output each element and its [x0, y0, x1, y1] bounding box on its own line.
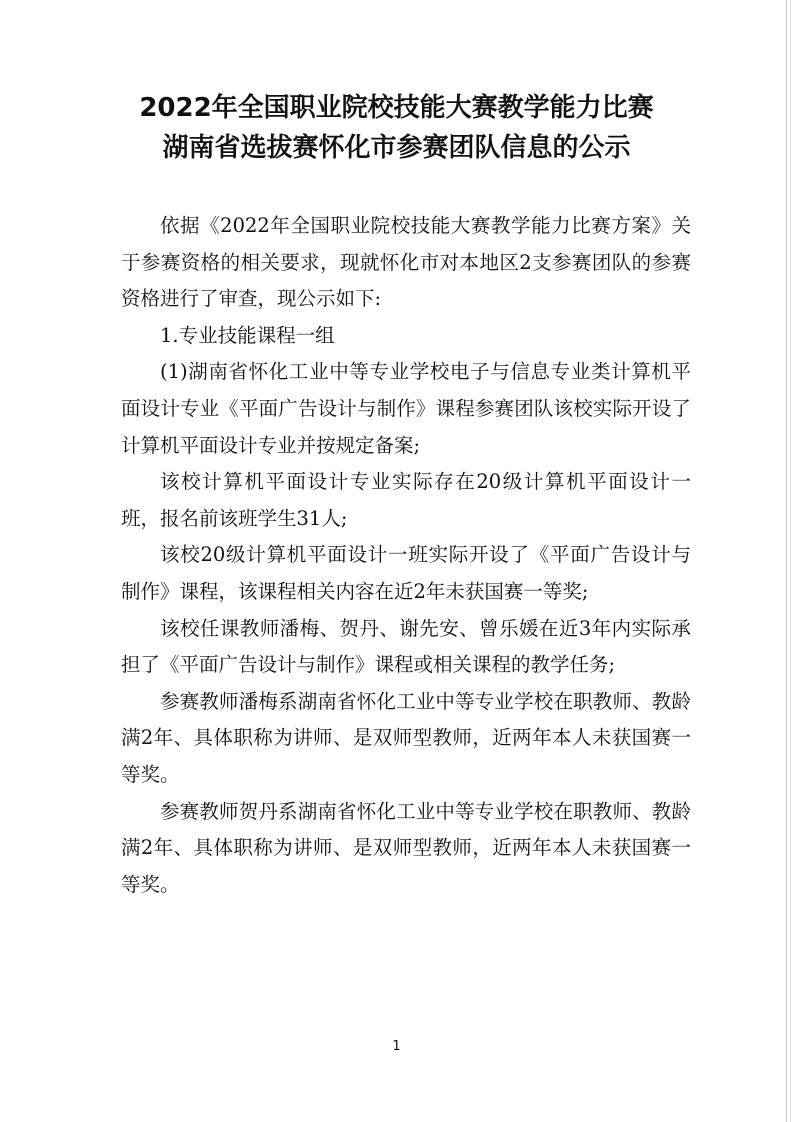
- title-line-1: 2022年全国职业院校技能大赛教学能力比赛: [139, 93, 654, 123]
- document-body: [121, 208, 691, 903]
- paragraph-team-info: (1)湖南省怀化工业中等专业学校电子与信息专业类计算机平面设计专业《平面广告设计与制作》课程参赛团队该校实际开设了计算机平面设计专业并按规定备案;: [121, 360, 691, 457]
- paragraph-teacher-hedan: 参赛教师贺丹系湖南省怀化工业中等专业学校在职教师、教龄满2年、具体职称为讲师、是双师型教师，近两年本人未获国赛一等奖。: [121, 799, 691, 896]
- page-number: 1: [392, 1039, 401, 1054]
- scan-edge-line: [786, 0, 787, 1122]
- paragraph-section-heading: 1.专业技能课程一组: [160, 323, 335, 347]
- paragraph-course-info: 该校20级计算机平面设计一班实际开设了《平面广告设计与制作》课程，该课程相关内容在近2年未获国赛一等奖;: [121, 543, 691, 603]
- paragraph-teachers-info: 该校任课教师潘梅、贺丹、谢先安、曾乐媛在近3年内实际承担了《平面广告设计与制作》课程或相关课程的教学任务;: [121, 616, 691, 677]
- title-line-2: 湖南省选拔赛怀化市参赛团队信息的公示: [162, 133, 631, 163]
- paragraph-class-info: 该校计算机平面设计专业实际存在20级计算机平面设计一班，报名前该班学生31人;: [121, 470, 691, 530]
- paragraph-teacher-panmei: 参赛教师潘梅系湖南省怀化工业中等专业学校在职教师、教龄满2年、具体职称为讲师、是双师型教师，近两年本人未获国赛一等奖。: [121, 689, 691, 786]
- paragraph-intro: 依据《2022年全国职业院校技能大赛教学能力比赛方案》关于参赛资格的相关要求，现就怀化市对本地区2支参赛团队的参赛资格进行了审查，现公示如下:: [121, 214, 691, 311]
- document-title: [0, 88, 793, 168]
- scan-edge-line-secondary: [790, 0, 791, 1122]
